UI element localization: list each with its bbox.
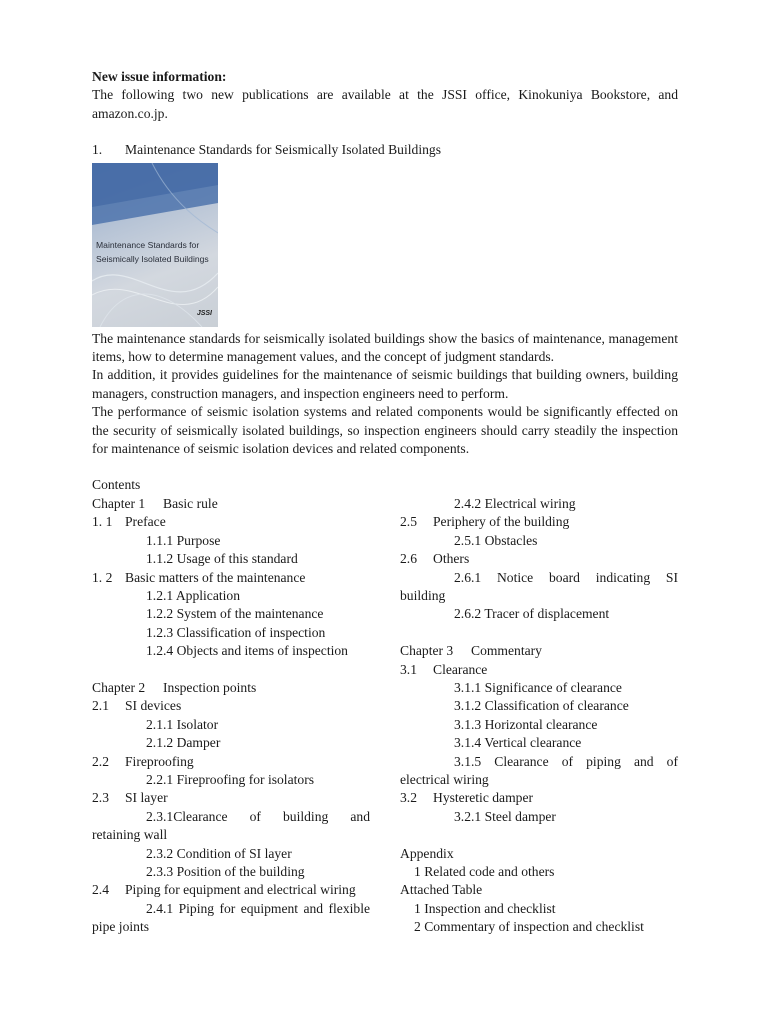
toc-title: Others bbox=[433, 551, 470, 567]
publication-number: 1. bbox=[92, 142, 103, 158]
toc-subsection-continuation: pipe joints bbox=[92, 919, 150, 935]
toc-title: Clearance bbox=[433, 661, 488, 677]
toc-section bbox=[92, 513, 370, 531]
toc-section bbox=[92, 789, 370, 807]
toc-number: 1. 1 bbox=[92, 514, 113, 530]
toc-subsection: 2.6.2 Tracer of displacement bbox=[454, 606, 610, 622]
toc-chapter bbox=[92, 495, 370, 513]
toc-subsection: 1.1.2 Usage of this standard bbox=[146, 551, 298, 567]
contents-heading: Contents bbox=[92, 477, 141, 493]
toc-subsection: 3.1.2 Classification of clearance bbox=[454, 698, 629, 714]
toc-section bbox=[92, 569, 370, 587]
appendix-item: 1 Related code and others bbox=[414, 863, 555, 879]
attached-table-item: 2 Commentary of inspection and checklist bbox=[414, 919, 644, 935]
toc-title: SI devices bbox=[125, 698, 182, 714]
toc-subsection: 3.1.4 Vertical clearance bbox=[454, 735, 582, 751]
toc-subsection: 1.2.4 Objects and items of inspection bbox=[146, 643, 348, 659]
book-cover-image bbox=[92, 163, 218, 327]
toc-section bbox=[400, 513, 678, 531]
toc-chapter bbox=[92, 679, 370, 697]
toc-number: Chapter 2 bbox=[92, 679, 146, 695]
toc-subsection: 3.1.1 Significance of clearance bbox=[454, 679, 622, 695]
cover-title-line2: Seismically Isolated Buildings bbox=[96, 253, 209, 264]
toc-section bbox=[92, 753, 370, 771]
appendix-heading: Appendix bbox=[400, 845, 454, 861]
document-page bbox=[92, 68, 678, 937]
toc-subsection-wrapped: 2.4.1 Piping for equipment and flexible bbox=[146, 900, 370, 916]
toc-subsection: 2.1.1 Isolator bbox=[146, 716, 219, 732]
toc-number: 2.2 bbox=[92, 753, 109, 769]
toc-chapter bbox=[400, 642, 678, 660]
toc-number: 2.6 bbox=[400, 551, 417, 567]
toc-subsection: 2.2.1 Fireproofing for isolators bbox=[146, 771, 315, 787]
toc-section bbox=[400, 550, 678, 568]
page-heading: New issue information: bbox=[92, 69, 227, 84]
toc-title: Commentary bbox=[471, 643, 542, 659]
attached-table-heading: Attached Table bbox=[400, 882, 483, 898]
toc-title: Inspection points bbox=[163, 679, 257, 695]
description-paragraph-3: The performance of seismic isolation systems and related components would be significantly effected on the security of seismically isolated buildings, so inspection engineers should carry steadily the inspection for maintenance of seismic isolation devices and related components. bbox=[92, 404, 678, 457]
toc-title: Periphery of the building bbox=[433, 514, 570, 530]
toc-subsection: 1.2.1 Application bbox=[146, 587, 241, 603]
toc-title: Preface bbox=[125, 514, 166, 530]
toc-section bbox=[400, 661, 678, 679]
toc-subsection: 1.2.3 Classification of inspection bbox=[146, 624, 326, 640]
toc-number: 2.5 bbox=[400, 514, 417, 530]
intro-paragraph: The following two new publications are available at the JSSI office, Kinokuniya Bookstore, and amazon.co.jp. bbox=[92, 87, 678, 121]
toc-title: SI layer bbox=[125, 790, 168, 806]
toc-number: 3.2 bbox=[400, 790, 417, 806]
contents-left-column bbox=[92, 495, 370, 937]
toc-section bbox=[400, 789, 678, 807]
description-paragraph-1: The maintenance standards for seismically isolated buildings show the basics of maintenance, management items, how to determine management values, and the concept of judgment standards. bbox=[92, 330, 678, 365]
cover-title bbox=[96, 238, 218, 266]
publication-title bbox=[92, 141, 678, 159]
description-paragraph-2: In addition, it provides guidelines for the maintenance of seismic buildings that building owners, building managers, construction managers, and inspection engineers need to perform. bbox=[92, 367, 678, 401]
toc-subsection: 1.2.2 System of the maintenance bbox=[146, 606, 324, 622]
toc-subsection: 2.3.3 Position of the building bbox=[146, 863, 305, 879]
toc-title: Basic rule bbox=[163, 495, 218, 511]
description bbox=[92, 330, 678, 459]
cover-publisher-mark: JSSI bbox=[196, 310, 212, 318]
publication-name: Maintenance Standards for Seismically Isolated Buildings bbox=[125, 142, 441, 158]
contents-right-column bbox=[400, 495, 678, 937]
toc-title: Fireproofing bbox=[125, 753, 194, 769]
toc-section bbox=[92, 881, 370, 899]
attached-table-item: 1 Inspection and checklist bbox=[414, 900, 556, 916]
toc-title: Hysteretic damper bbox=[433, 790, 534, 806]
toc-subsection: 2.3.2 Condition of SI layer bbox=[146, 845, 292, 861]
toc-number: 2.1 bbox=[92, 698, 109, 714]
toc-number: Chapter 3 bbox=[400, 643, 454, 659]
toc-number: 2.3 bbox=[92, 790, 109, 806]
toc-subsection-continuation: electrical wiring bbox=[400, 771, 489, 787]
toc-subsection: 2.5.1 Obstacles bbox=[454, 532, 538, 548]
toc-subsection: 2.4.2 Electrical wiring bbox=[454, 495, 576, 511]
toc-subsection-continuation: retaining wall bbox=[92, 827, 168, 843]
toc-number: 1. 2 bbox=[92, 569, 113, 585]
toc-section bbox=[92, 697, 370, 715]
contents-columns bbox=[92, 495, 678, 937]
toc-subsection: 1.1.1 Purpose bbox=[146, 532, 221, 548]
toc-subsection: 2.1.2 Damper bbox=[146, 735, 221, 751]
cover-title-line1: Maintenance Standards for bbox=[96, 239, 200, 250]
toc-title: Basic matters of the maintenance bbox=[125, 569, 306, 585]
toc-subsection: 3.1.3 Horizontal clearance bbox=[454, 716, 598, 732]
toc-subsection: 3.2.1 Steel damper bbox=[454, 808, 556, 824]
toc-title: Piping for equipment and electrical wiring bbox=[125, 882, 356, 898]
toc-number: 2.4 bbox=[92, 882, 109, 898]
toc-subsection-wrapped: 2.3.1Clearance of building and bbox=[146, 808, 370, 824]
toc-subsection-continuation: building bbox=[400, 587, 446, 603]
toc-number: 3.1 bbox=[400, 661, 417, 677]
toc-subsection-wrapped: 2.6.1 Notice board indicating SI bbox=[454, 569, 678, 585]
toc-subsection-wrapped: 3.1.5 Clearance of piping and of bbox=[454, 753, 678, 769]
toc-number: Chapter 1 bbox=[92, 495, 146, 511]
